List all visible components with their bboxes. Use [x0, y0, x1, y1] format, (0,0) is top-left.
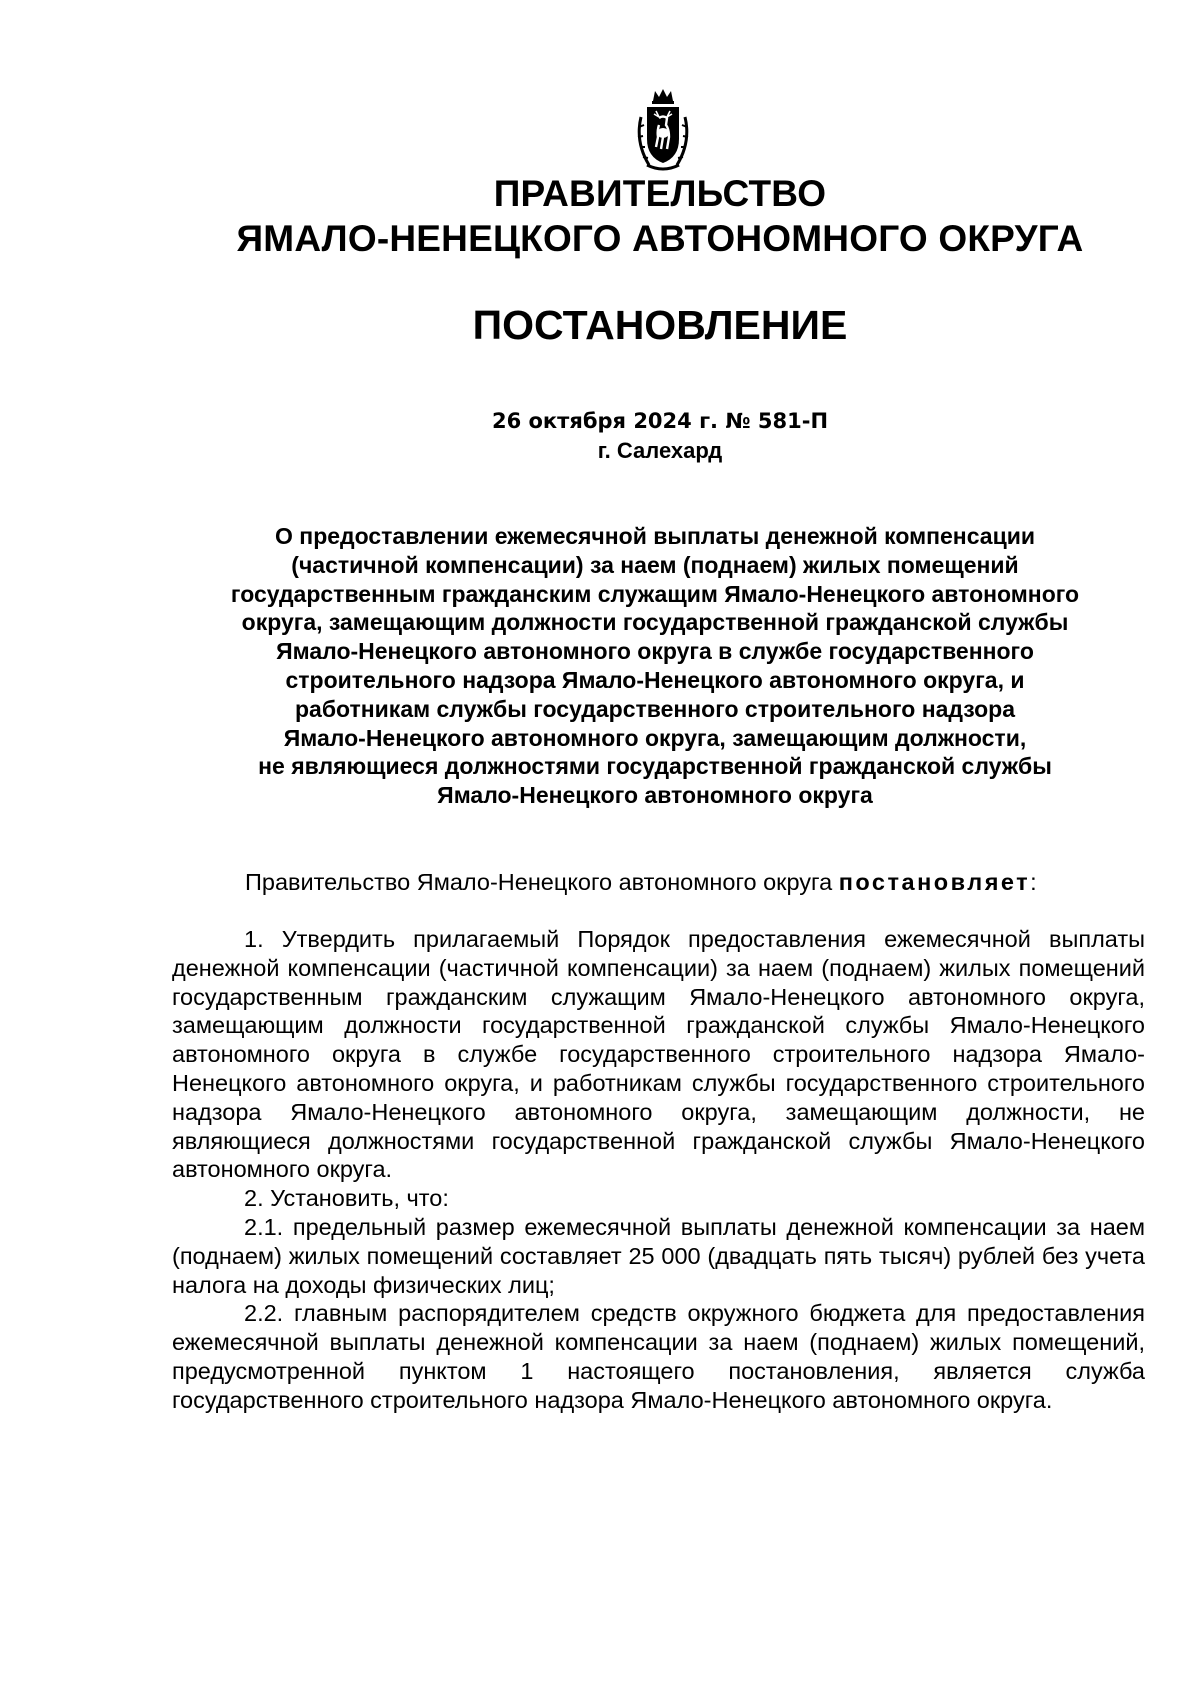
subject-line: Ямало-Ненецкого автономного округа: [437, 782, 873, 809]
government-title-line1: ПРАВИТЕЛЬСТВО: [493, 173, 827, 214]
document-subject-heading: [165, 522, 1145, 810]
paragraph-2-2: 2.2. главным распорядителем средств окружного бюджета для предоставления ежемесячной выплаты денежной компенсации за наем (поднаем) жилых помещений, предусмотренной пунктом 1 настоящего постановления, является служба государственного строительного надзора Ямало-Ненецкого автономного округа.: [172, 1300, 1145, 1413]
document-type-title: ПОСТАНОВЛЕНИЕ: [472, 302, 848, 348]
government-title-line2: ЯМАЛО-НЕНЕЦКОГО АВТОНОМНОГО ОКРУГА: [236, 218, 1084, 259]
preamble-end: :: [1030, 869, 1037, 895]
document-body: [172, 925, 1145, 1415]
paragraph-1: 1. Утвердить прилагаемый Порядок предоставления ежемесячной выплаты денежной компенсации (частичной компенсации) за наем (поднаем) жилых помещений государственным гражданским служащим Ямало-Ненецкого автономного округа, замещающим должности государственной гражданской службы Ямало-Ненецкого автономного округа в службе государственного строительного надзора Ямало-Ненецкого автономного округа, и работникам службы государственного строительного надзора Ямало-Ненецкого автономного округа, замещающим должности, не являющиеся должностями государственной гражданской службы Ямало-Ненецкого автономного округа.: [172, 926, 1145, 1183]
subject-line: государственным гражданским служащим Ямало-Ненецкого автономного: [230, 580, 1080, 607]
preamble-emphasis: постановляет: [838, 869, 1031, 895]
preamble-text: Правительство Ямало-Ненецкого автономного округа: [245, 869, 839, 895]
document-date-number: 26 октября 2024 г. № 581-П: [491, 409, 829, 433]
document-place: г. Салехард: [597, 438, 723, 463]
subject-line: работникам службы государственного строительного надзора: [294, 695, 1016, 722]
preamble: [245, 868, 1165, 897]
subject-line: строительного надзора Ямало-Ненецкого автономного округа, и: [285, 666, 1025, 693]
paragraph-2-1: 2.1. предельный размер ежемесячной выплаты денежной компенсации за наем (поднаем) жилых помещений составляет 25 000 (двадцать пять тысяч) рублей без учета налога на доходы физических лиц;: [172, 1213, 1145, 1298]
subject-line: Ямало-Ненецкого автономного округа, замещающим должности,: [283, 724, 1027, 751]
subject-line: О предоставлении ежемесячной выплаты денежной компенсации: [275, 523, 1035, 549]
subject-line: Ямало-Ненецкого автономного округа в службе государственного: [276, 638, 1034, 665]
yamal-coat-of-arms-icon: [633, 87, 693, 175]
paragraph-2: 2. Установить, что:: [244, 1185, 449, 1212]
subject-line: (частичной компенсации) за наем (поднаем) жилых помещений: [291, 551, 1019, 578]
subject-line: округа, замещающим должности государственной гражданской службы: [241, 609, 1069, 636]
subject-line: не являющиеся должностями государственной гражданской службы: [258, 753, 1052, 780]
